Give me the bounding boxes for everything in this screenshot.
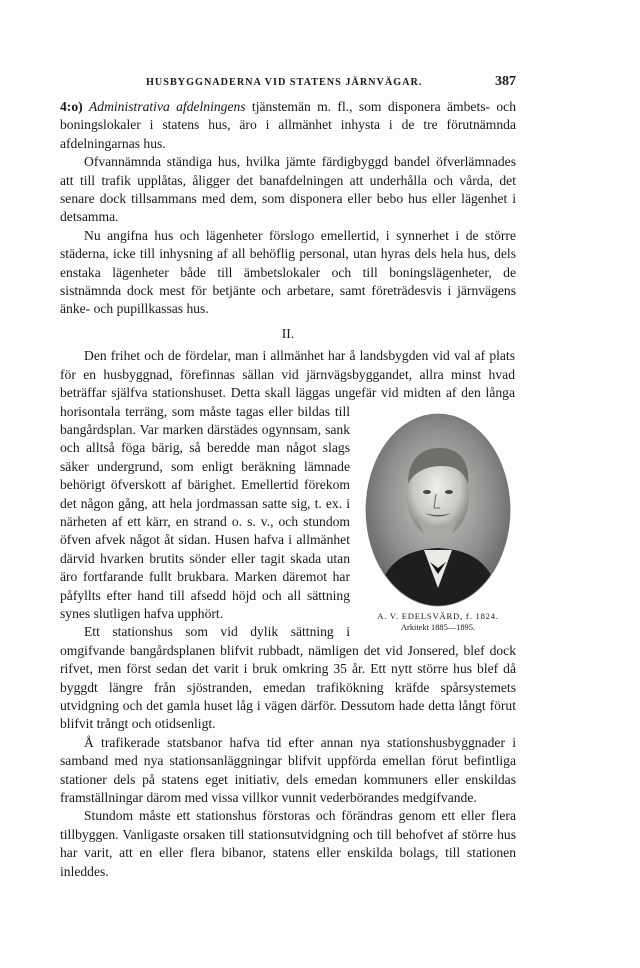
paragraph: [60, 98, 516, 153]
caption-name: A. V. EDELSVÄRD, f. 1824.: [377, 611, 499, 621]
italic-phrase: Administrativa afdelningens: [88, 99, 246, 114]
paragraph: Å trafikerade statsbanor hafva tid efter annan nya stationshusbyggnader i samband med nya stationsanläggningar blifvit uppförda emellan förut befintliga stationer dels på statens eget initiativ, dels emedan kommuners eller enskildas framställningar därom med vissa villkor vunnit vederbörandes medgifvande.: [60, 734, 516, 806]
paragraph: Nu angifna hus och lägenheter förslogo emellertid, i synnerhet i de större städerna, icke till inhysning af all behöflig personal, utan hyras dels hela hus, dels enstaka lägenheter både till ämbetslokaler och till boningslägenheter, de sistnämnda dock mest för betjänte och arbetare, samt företrädesvis i järnvägens änke- och pupillkassas hus.: [60, 227, 516, 317]
running-head: HUSBYGGNADERNA VID STATENS JÄRNVÄGAR.: [146, 77, 423, 88]
page-header: [60, 74, 516, 90]
section-number: II.: [281, 325, 295, 341]
list-number: 4:o): [60, 99, 83, 114]
paragraph-text-lead: Den frihet och de fördelar, man i allmänhet har å landsbygden vid val af plats för en husbyggnad, förefinnas sällan vid järnvägsbyggandet, allra minst hvad beträffar själfva stationshuset. Detta skall läggas ungefär vid midten af den långa horisontala terräng, som måste tagas eller bildas till bangårdsplan. Var marken därstädes ogynnsam, sank och alltså föga bärig, så beredde man något slags säker undergrund, som enligt beräkning lämnade behörigt öfverskott af bärighet. Emellertid förekom det någon gång, att hela jordmassan satte sig, t. ex. i närheten af ett kärr, en strand o. s. v., och stundom öfven afvek något åt sidan. Husen hafva i allmänhet därvid hvarken brutits sönder eller tagit skada utan äro fortfarande fullt brukbara. Marken däremot har påfyllts efter hand till afsedd höjd och all sättning synes slutligen hafva upphört.: [60, 348, 515, 621]
portrait-block: [358, 412, 518, 633]
portrait-photo: [364, 412, 512, 608]
caption-title: Arkitekt 1885—1895.: [401, 623, 475, 632]
paragraph-text: tjänstemän m. fl., som disponera ämbets- och boningslokaler i statens hus, äro i allmänhet inhysta i de tre förutnämnda afdelningarnas hus.: [60, 99, 516, 151]
page-number: 387: [495, 74, 516, 89]
portrait-spacer-offset: [515, 347, 516, 408]
paragraph: Stundom måste ett stationshus förstoras och förändras genom ett eller flera tillbyggen. Vanligaste orsaken till stationsutvidgning och till behofvet af större hus har varit, att en eller flera bibanor, statens eller enskilda bolags, till stationen inleddes.: [60, 808, 516, 879]
paragraph: Ett stationshus som vid dylik sättning i omgifvande bangårdsplanen blifvit rubbadt, nämligen det vid Jonsered, blef dock rifvet, men först sedan det varit i bruk omkring 35 år. Ett nytt större hus blef då byggdt längre från sjöstranden, emedan trafikökning kräfde spårsystemets utvidgning och det gamla huset låg i vägen därför. Dessutom hade detta långt förut blifvit trångt och otidsenligt.: [60, 624, 516, 732]
paragraph: Ofvannämnda ständiga hus, hvilka jämte färdigbyggd bandel öfverlämnades att till trafik upplåtas, åligger det banafdelningen att underhålla och vårda, det senare dock tillsammans med dem, som disponera eller bebo hus eller lägenhet i detsamma.: [60, 154, 516, 225]
